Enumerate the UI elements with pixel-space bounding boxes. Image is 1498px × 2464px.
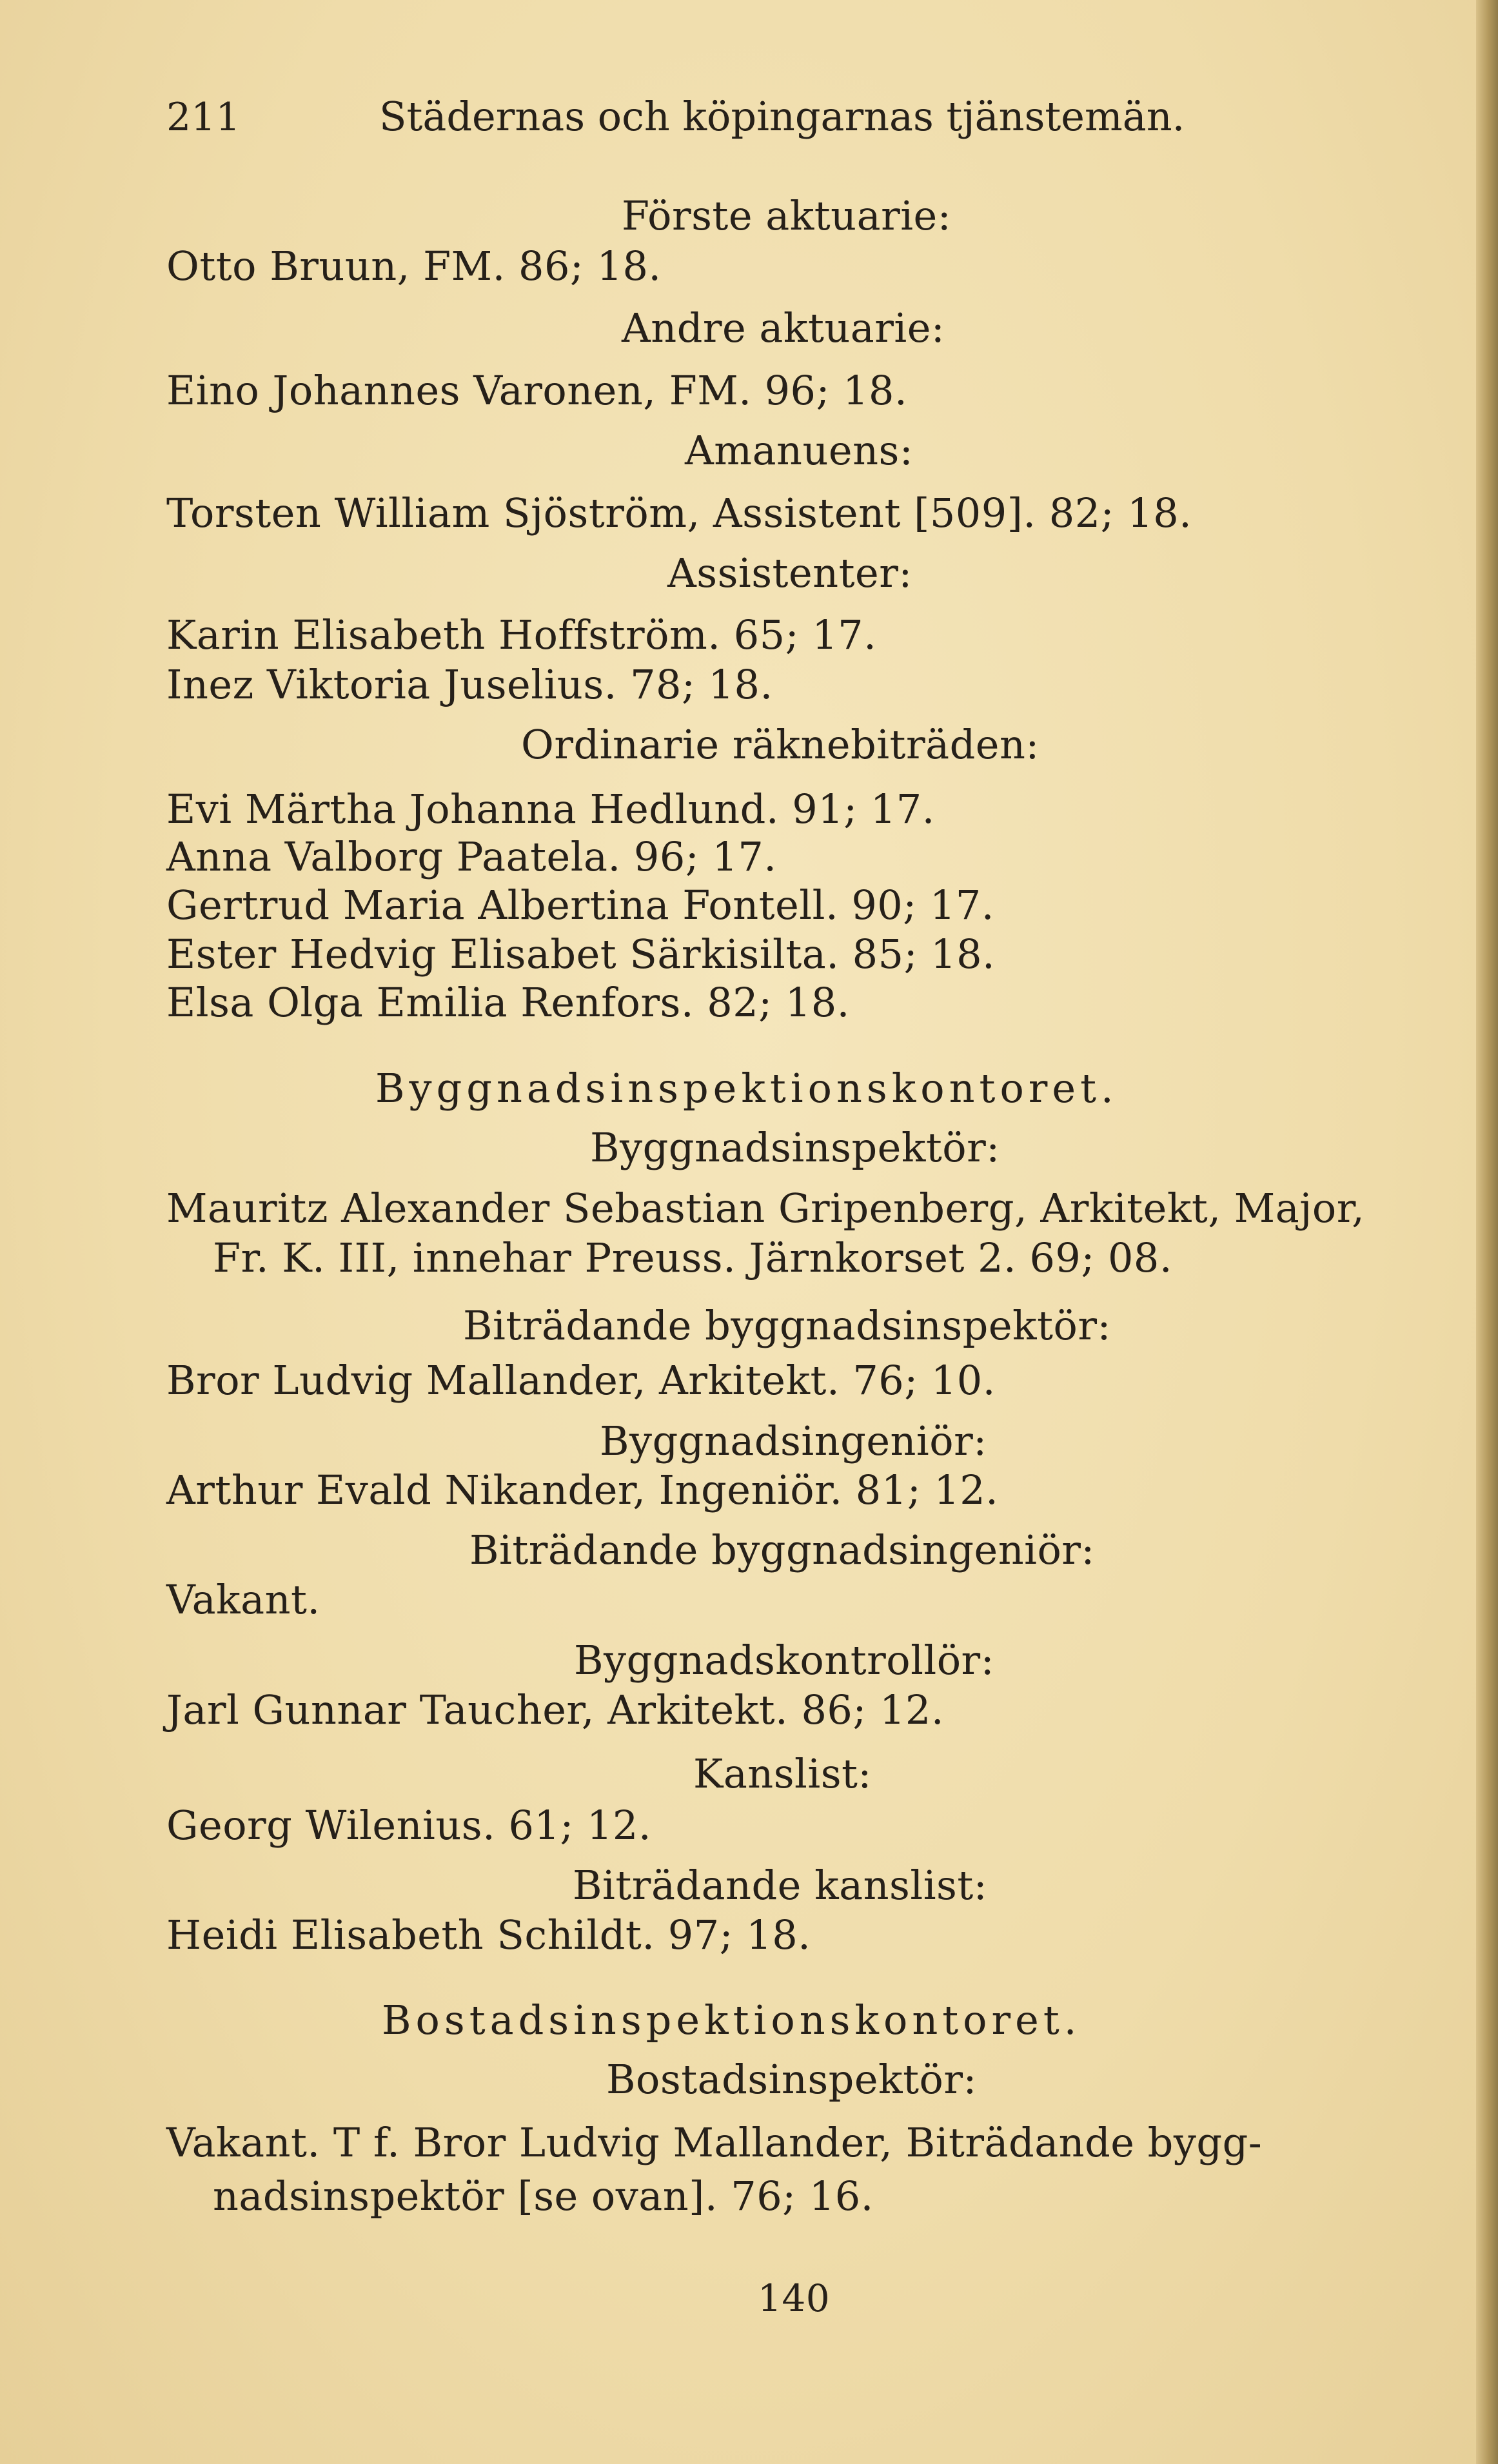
entry-line: Vakant. T f. Bror Ludvig Mallander, Biträdande bygg- <box>166 2119 1263 2166</box>
entry-line: Jarl Gunnar Taucher, Arkitekt. 86; 12. <box>166 1686 945 1733</box>
running-header <box>166 93 1185 140</box>
page-edge-shadow <box>1476 0 1498 2464</box>
entry-line: Elsa Olga Emilia Renfors. 82; 18. <box>166 979 850 1026</box>
entry-line: Torsten William Sjöström, Assistent [509]. 82; 18. <box>166 489 1192 537</box>
role-heading: Byggnadskontrollör: <box>574 1637 995 1684</box>
entry-line: Heidi Elisabeth Schildt. 97; 18. <box>166 1911 811 1958</box>
role-heading: Biträdande byggnadsinspektör: <box>463 1302 1111 1349</box>
entry-continuation: nadsinspektör [se ovan]. 76; 16. <box>213 2173 874 2220</box>
entry-line: Ester Hedvig Elisabet Särkisilta. 85; 18. <box>166 931 996 978</box>
entry-line: Otto Bruun, FM. 86; 18. <box>166 242 662 290</box>
entry-line: Arthur Evald Nikander, Ingeniör. 81; 12. <box>166 1466 999 1513</box>
role-heading: Amanuens: <box>685 427 914 474</box>
page-number: 211 <box>166 95 241 140</box>
entry-continuation: Fr. K. III, innehar Preuss. Järnkorset 2. 69; 08. <box>213 1234 1173 1281</box>
entry-line: Evi Märtha Johanna Hedlund. 91; 17. <box>166 785 935 833</box>
entry-line: Eino Johannes Varonen, FM. 96; 18. <box>166 367 908 414</box>
role-heading: Ordinarie räknebiträden: <box>521 721 1040 768</box>
entry-line: Inez Viktoria Juselius. 78; 18. <box>166 661 773 708</box>
role-heading: Andre aktuarie: <box>622 304 945 351</box>
entry-line: Georg Wilenius. 61; 12. <box>166 1802 652 1849</box>
entry-line: Anna Valborg Paatela. 96; 17. <box>166 833 777 880</box>
entry-line: Bror Ludvig Mallander, Arkitekt. 76; 10. <box>166 1357 996 1404</box>
role-heading: Kanslist: <box>693 1750 872 1797</box>
role-heading: Bostadsinspektör: <box>606 2056 977 2103</box>
section-heading: Bostadsinspektionskontoret. <box>382 1996 1081 2044</box>
role-heading: Biträdande byggnadsingeniör: <box>469 1526 1095 1573</box>
entry-line: Mauritz Alexander Sebastian Gripenberg, Arkitekt, Major, <box>166 1185 1365 1232</box>
role-heading: Assistenter: <box>667 549 912 596</box>
role-heading: Biträdande kanslist: <box>573 1862 988 1909</box>
signature-mark: 140 <box>758 2276 831 2320</box>
entry-line: Karin Elisabeth Hoffström. 65; 17. <box>166 611 877 658</box>
role-heading: Byggnadsinspektör: <box>590 1124 1000 1171</box>
entry-line: Gertrud Maria Albertina Fontell. 90; 17. <box>166 882 994 929</box>
entry-line: Vakant. <box>166 1576 320 1623</box>
role-heading: Förste aktuarie: <box>622 192 952 239</box>
section-heading: Byggnadsinspektionskontoret. <box>375 1065 1118 1112</box>
role-heading: Byggnadsingeniör: <box>600 1417 987 1464</box>
running-title: Städernas och köpingarnas tjänstemän. <box>379 93 1185 140</box>
